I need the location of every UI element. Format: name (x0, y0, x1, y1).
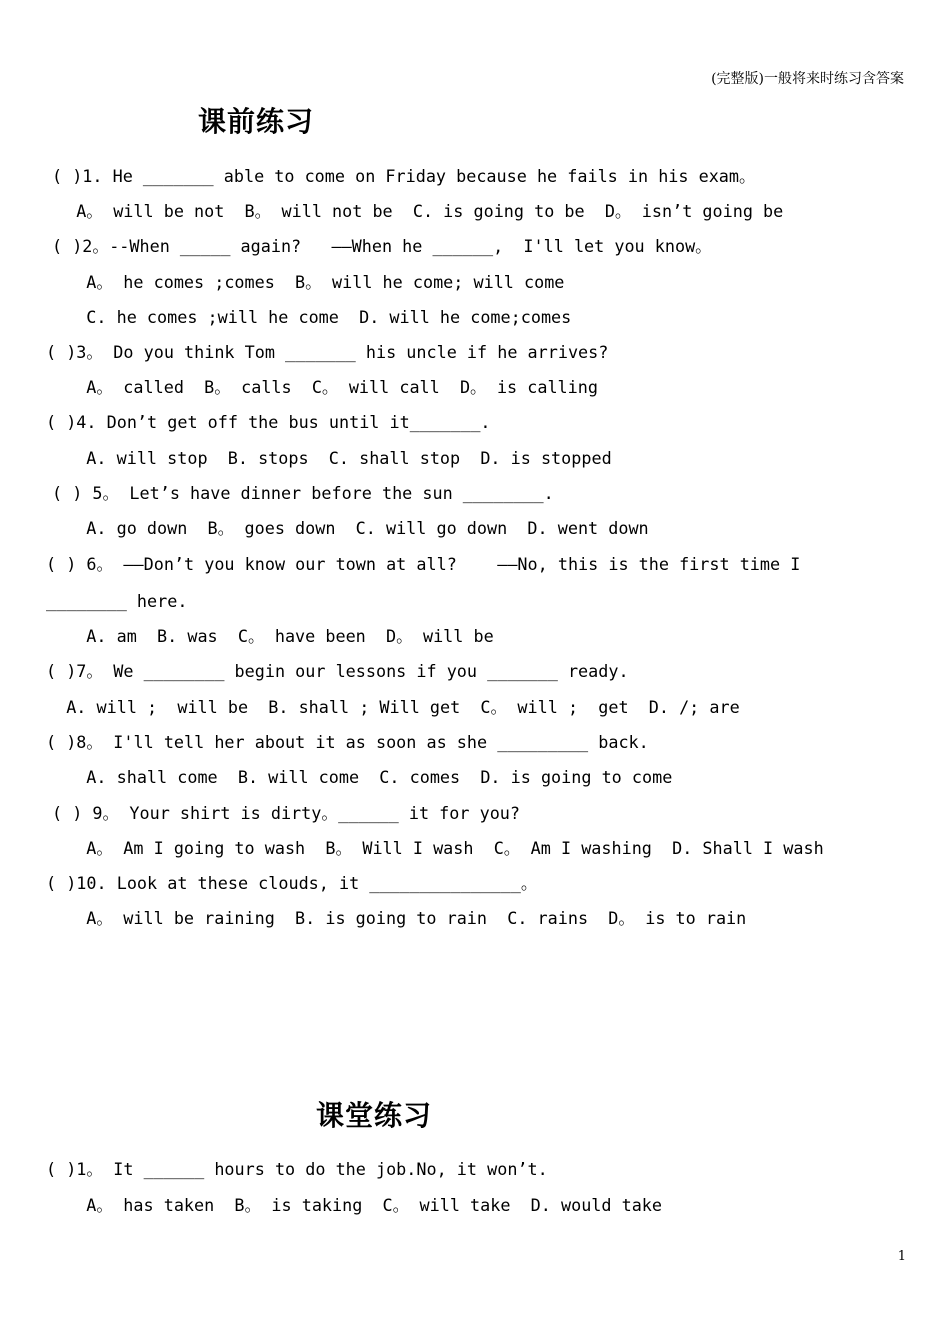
option-line: A. am B. was C。 have been D。 will be (56, 626, 494, 646)
option-line: C. he comes ;will he come D. will he come;comes (56, 307, 572, 327)
option-line: A。 he comes ;comes B。 will he come; will come (56, 272, 565, 292)
question-line-continued: ________ here. (46, 591, 188, 611)
page-header: (完整版)一般将来时练习含答案 (711, 71, 904, 87)
question-line: ( )8。 I'll tell her about it as soon as she _________ back. (46, 732, 649, 752)
section-title-inclass: 课堂练习 (316, 1099, 433, 1132)
page-number: 1 (897, 1249, 906, 1264)
question-line: ( ) 6。 ——Don’t you know our town at all? ——No, this is the first time I (46, 554, 801, 574)
section-title-preclass: 课前练习 (198, 105, 315, 138)
question-line: ( ) 9。 Your shirt is dirty。______ it for you? (52, 803, 520, 823)
option-line: A。 Am I going to wash B。 Will I wash C。 Am I washing D. Shall I wash (56, 838, 824, 858)
option-line: A。 will be raining B. is going to rain C. rains D。 is to rain (56, 908, 747, 928)
option-line: A. go down B。 goes down C. will go down D. went down (56, 518, 649, 538)
option-line: A。 has taken B。 is taking C。 will take D. would take (56, 1195, 663, 1215)
question-line: ( )4. Don’t get off the bus until it_______. (46, 412, 491, 432)
option-line: A。 will be not B。 will not be C. is going to be D。 isn’t going be (56, 201, 784, 221)
question-line: ( )1。 It ______ hours to do the job.No, it won’t. (46, 1159, 548, 1179)
question-line: ( )3。 Do you think Tom _______ his uncle if he arrives? (46, 342, 609, 362)
question-line: ( )1. He _______ able to come on Friday because he fails in his exam。 (52, 166, 756, 186)
option-line: A. shall come B. will come C. comes D. is going to come (56, 767, 673, 787)
question-line: ( ) 5。 Let’s have dinner before the sun ________. (52, 483, 554, 503)
question-line: ( )7。 We ________ begin our lessons if you _______ ready. (46, 661, 629, 681)
question-line: ( )2。--When _____ again? ——When he ______, I'll let you know。 (52, 236, 712, 256)
option-line: A。 called B。 calls C。 will call D。 is calling (56, 377, 598, 397)
question-line: ( )10. Look at these clouds, it _______________。 (46, 873, 538, 893)
option-line: A. will stop B. stops C. shall stop D. is stopped (56, 448, 612, 468)
option-line: A. will ; will be B. shall ; Will get C。 will ; get D. /; are (46, 697, 740, 717)
